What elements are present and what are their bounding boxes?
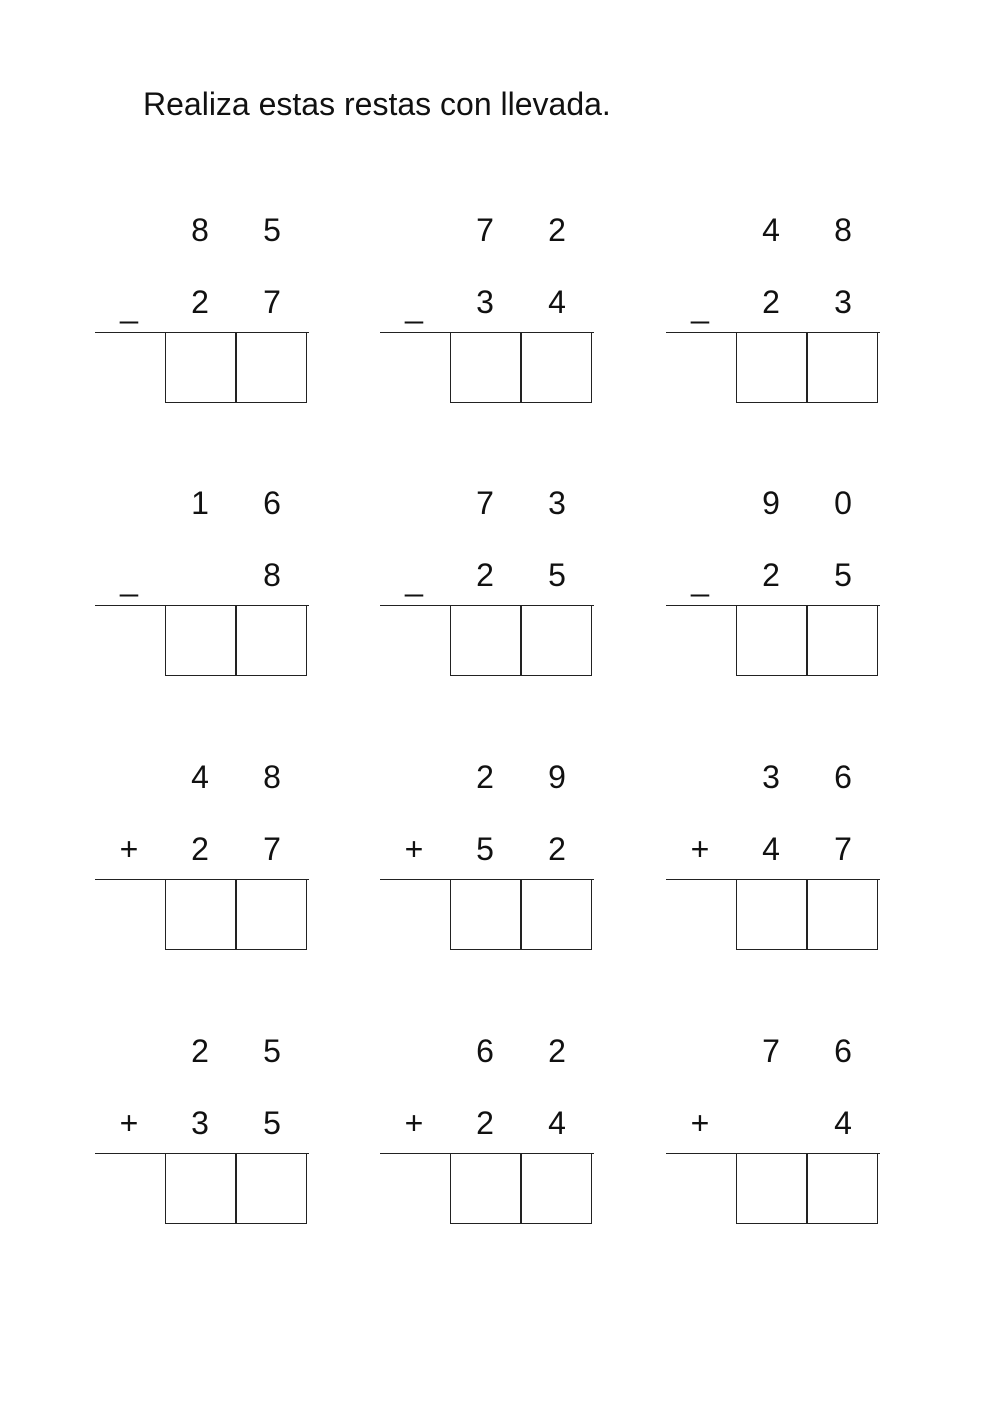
bottom-tens-digit: 2	[191, 831, 209, 867]
operator-sign: _	[405, 561, 423, 597]
answer-box-units[interactable]	[236, 1153, 307, 1224]
problem-1	[95, 212, 325, 432]
top-tens-digit: 4	[191, 759, 209, 795]
operator-sign: _	[120, 561, 138, 597]
operator-sign: +	[690, 1105, 710, 1141]
answer-box-tens[interactable]	[450, 1153, 521, 1224]
top-units-digit: 8	[263, 759, 281, 795]
bottom-units-digit: 5	[548, 557, 566, 593]
problem-10	[95, 1033, 325, 1253]
top-units-digit: 2	[548, 1033, 566, 1069]
top-units-digit: 2	[548, 212, 566, 248]
operator-sign: +	[404, 1105, 424, 1141]
answer-box-tens[interactable]	[165, 1153, 236, 1224]
operator-sign: +	[690, 831, 710, 867]
bottom-tens-digit: 5	[476, 831, 494, 867]
bottom-tens-digit: 2	[762, 284, 780, 320]
operator-sign: +	[119, 831, 139, 867]
top-tens-digit: 6	[476, 1033, 494, 1069]
bottom-units-digit: 7	[263, 284, 281, 320]
top-units-digit: 6	[263, 485, 281, 521]
bottom-tens-digit: 4	[762, 831, 780, 867]
top-units-digit: 5	[263, 1033, 281, 1069]
top-tens-digit: 2	[476, 759, 494, 795]
top-tens-digit: 7	[762, 1033, 780, 1069]
problem-12	[666, 1033, 896, 1253]
bottom-units-digit: 7	[834, 831, 852, 867]
bottom-units-digit: 2	[548, 831, 566, 867]
answer-box-tens[interactable]	[165, 605, 236, 676]
top-tens-digit: 1	[191, 485, 209, 521]
problem-3	[666, 212, 896, 432]
answer-box-units[interactable]	[807, 1153, 878, 1224]
answer-box-tens[interactable]	[165, 879, 236, 950]
answer-box-tens[interactable]	[736, 605, 807, 676]
bottom-units-digit: 4	[548, 284, 566, 320]
answer-box-units[interactable]	[807, 605, 878, 676]
bottom-tens-digit: 3	[191, 1105, 209, 1141]
problem-9	[666, 759, 896, 979]
answer-box-units[interactable]	[236, 332, 307, 403]
bottom-tens-digit: 2	[191, 284, 209, 320]
bottom-tens-digit: 2	[762, 557, 780, 593]
bottom-units-digit: 4	[548, 1105, 566, 1141]
bottom-units-digit: 3	[834, 284, 852, 320]
operator-sign: +	[119, 1105, 139, 1141]
answer-box-tens[interactable]	[165, 332, 236, 403]
bottom-units-digit: 7	[263, 831, 281, 867]
top-tens-digit: 7	[476, 212, 494, 248]
answer-box-tens[interactable]	[736, 879, 807, 950]
top-units-digit: 8	[834, 212, 852, 248]
bottom-units-digit: 4	[834, 1105, 852, 1141]
problem-2	[380, 212, 610, 432]
top-units-digit: 5	[263, 212, 281, 248]
bottom-tens-digit: 2	[476, 557, 494, 593]
top-tens-digit: 9	[762, 485, 780, 521]
top-tens-digit: 8	[191, 212, 209, 248]
top-tens-digit: 7	[476, 485, 494, 521]
bottom-tens-digit: 2	[476, 1105, 494, 1141]
problem-11	[380, 1033, 610, 1253]
operator-sign: +	[404, 831, 424, 867]
bottom-tens-digit: 3	[476, 284, 494, 320]
bottom-units-digit: 8	[263, 557, 281, 593]
answer-box-units[interactable]	[521, 605, 592, 676]
operator-sign: _	[120, 288, 138, 324]
answer-box-units[interactable]	[521, 1153, 592, 1224]
answer-box-units[interactable]	[807, 879, 878, 950]
problem-8	[380, 759, 610, 979]
answer-box-tens[interactable]	[450, 879, 521, 950]
answer-box-tens[interactable]	[450, 332, 521, 403]
bottom-units-digit: 5	[834, 557, 852, 593]
top-units-digit: 0	[834, 485, 852, 521]
answer-box-units[interactable]	[521, 332, 592, 403]
top-units-digit: 6	[834, 1033, 852, 1069]
problem-6	[666, 485, 896, 705]
top-units-digit: 9	[548, 759, 566, 795]
problem-7	[95, 759, 325, 979]
problem-5	[380, 485, 610, 705]
operator-sign: _	[691, 561, 709, 597]
answer-box-tens[interactable]	[736, 1153, 807, 1224]
answer-box-units[interactable]	[807, 332, 878, 403]
answer-box-tens[interactable]	[450, 605, 521, 676]
top-tens-digit: 4	[762, 212, 780, 248]
answer-box-tens[interactable]	[736, 332, 807, 403]
answer-box-units[interactable]	[236, 879, 307, 950]
top-tens-digit: 2	[191, 1033, 209, 1069]
operator-sign: _	[405, 288, 423, 324]
operator-sign: _	[691, 288, 709, 324]
bottom-units-digit: 5	[263, 1105, 281, 1141]
answer-box-units[interactable]	[236, 605, 307, 676]
worksheet-title: Realiza estas restas con llevada.	[143, 86, 611, 122]
problem-4	[95, 485, 325, 705]
answer-box-units[interactable]	[521, 879, 592, 950]
top-units-digit: 3	[548, 485, 566, 521]
top-tens-digit: 3	[762, 759, 780, 795]
top-units-digit: 6	[834, 759, 852, 795]
